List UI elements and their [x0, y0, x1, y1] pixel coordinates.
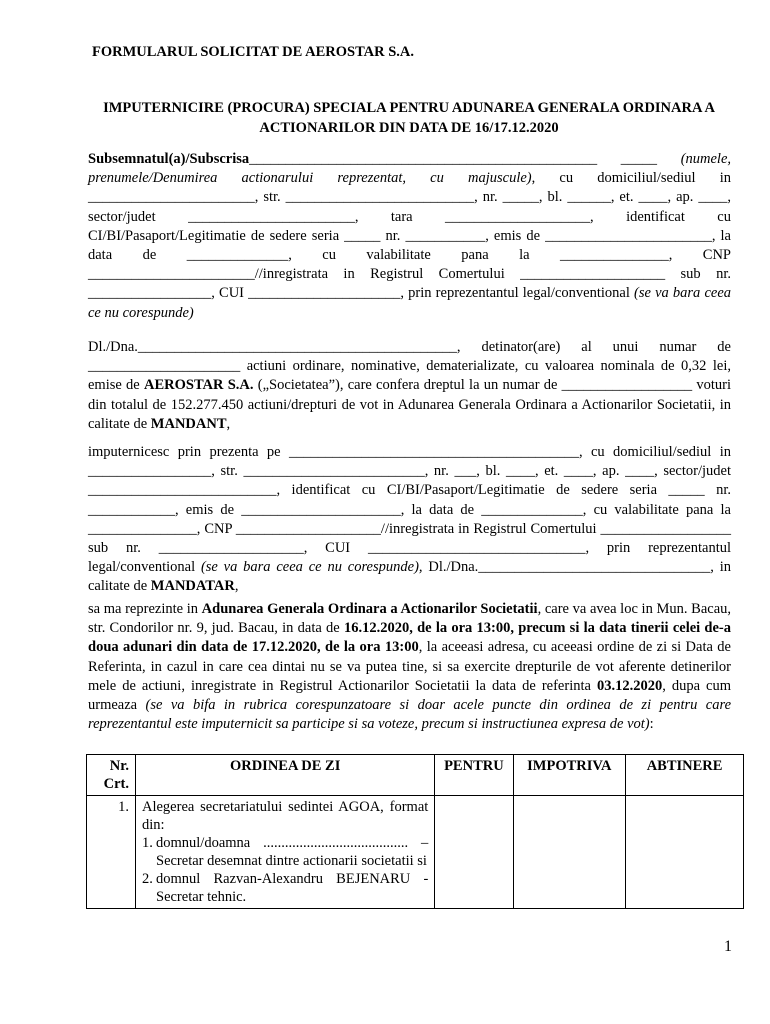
grantor-strike-hint: (se va bara ceea ce nu corespunde) [88, 285, 732, 321]
grantor-name-hint: (numele, prenumele/Denumirea actionarului reprezentat, cu majuscule) [88, 151, 732, 187]
header-agenda: ORDINEA DE ZI [136, 755, 435, 796]
attorney-representative: Dl./Dna.________________________________, in calitate de [88, 559, 732, 595]
grantor-paragraph [88, 150, 731, 323]
grantor-details: , cu domiciliul/sediul in _______________________, str. __________________________, nr. _____, bl. ______, et. ____, ap. ____, sector/judet _______________________, tara ____________________, identificat cu CI/BI/Pasaport/Legitimatie de sedere seria _____ nr. ___________, emis de _______________________, la data de ______________, cu valabilitate pana la _______________, CNP _______________________//inregistrata in Registrul Comertului ____________________ sub nr. _________________, CUI _____________________, prin reprezentantul legal/conventional [88, 170, 731, 302]
subitem-text: domnul/doamna ........................................ – Secretar desemnat dintre actionarii societatii si [156, 835, 429, 869]
mandate-text-2: , care va avea loc in Mun. Bacau, str. Condorilor nr. 9, jud. Bacau, in data de [88, 601, 732, 637]
header-against: IMPOTRIVA [513, 755, 626, 796]
holder-paragraph [88, 338, 731, 434]
vote-abstain-cell[interactable] [626, 796, 744, 909]
attorney-strike-hint: (se va bara ceea ce nu corespunde), [200, 559, 423, 576]
attorney-paragraph [88, 443, 731, 597]
header-abstain: ABTINERE [626, 755, 744, 796]
voting-instruction-hint: (se va bifa in rubrica corespunzatoare si doar acele puncte din ordinea de zi pentru care reprezentantul este imputernicit sa participe si sa voteze, precum si instructiunea expresa de vot) [88, 697, 732, 733]
mandate-end-punct: : [649, 716, 654, 733]
title-line-2: ACTIONARILOR DIN DATA DE 16/17.12.2020 [259, 120, 559, 136]
vote-against-cell[interactable] [513, 796, 626, 909]
agenda-header-row [87, 755, 744, 796]
subitem-number: 2. [142, 871, 153, 887]
header-for: PENTRU [435, 755, 513, 796]
mandant-role: MANDANT [150, 415, 227, 432]
header-nr: Nr. Crt. [87, 755, 136, 796]
subitem-text: domnul Razvan-Alexandru BEJENARU - Secretar tehnic. [156, 871, 429, 905]
row-number: 1. [87, 796, 136, 909]
holder-voting-text: („Societatea”), care confera dreptul la un numar de __________________ voturi din totalul de 152.277.450 actiuni/drepturi de vot in Adunarea Generala Ordinara a Actionarilor Societatii, in calitate de [88, 377, 732, 432]
mandate-text-4: , dupa cum urmeaza [88, 677, 732, 714]
grantor-name-blank-cont: _____ [620, 151, 658, 167]
mandate-text-3: , la aceeasi adresa, cu aceeasi ordine de zi si Data de Referinta, in cazul in care cea dintai nu se va putea tine, si sa exercite drepturile de vot aferente detinerilor mele de actiuni, inregistrate in Registrul Actionarilor Societatii la data de referinta [88, 639, 731, 694]
table-row [87, 796, 744, 909]
mandatar-role: MANDATAR [150, 578, 235, 595]
agenda-item [136, 796, 435, 909]
holder-details: Dl./Dna.____________________________________________, detinator(are) al unui numar de _____________________ actiuni ordinare, nominative, dematerializate, cu valoarea nominala de 0,32 lei, emise de [88, 339, 731, 394]
company-name: AEROSTAR S.A. [143, 377, 254, 394]
attorney-details: imputernicesc prin prezenta pe ________________________________________, cu domiciliul/sediul in _________________, str. _________________________, nr. ___, bl. ____, et. ____, ap. ____, sector/judet __________________________, identificat cu CI/BI/Pasaport/Legitimatie de sedere seria _____ nr. ____________, emis de ______________________, la data de ______________, cu valabilitate pana la _______________, CNP ____________________//inregistrata in Registrul Comertului __________________ sub nr. ____________________, CUI ______________________________, prin reprezentantul legal/conventional [88, 444, 731, 576]
agenda-item-text: Alegerea secretariatului sedintei AGOA, format din: [142, 799, 429, 833]
holder-end-punct: , [226, 415, 231, 432]
meeting-dates: 16.12.2020, de la ora 13:00, precum si la data tinerii celei de-a doua adunari din data de 17.12.2020, de la ora 13:00 [88, 620, 731, 656]
agenda-subitem [142, 870, 428, 906]
form-header: FORMULARUL SOLICITAT DE AEROSTAR S.A. [92, 44, 415, 60]
grantor-name-blank: ________________________________________________ [249, 151, 598, 167]
agenda-table [86, 754, 744, 909]
mandate-text-1: sa ma reprezinte in [88, 601, 198, 617]
mandate-paragraph [88, 600, 731, 734]
meeting-name: Adunarea Generala Ordinara a Actionarilor Societatii [201, 601, 538, 617]
attorney-end-punct: , [234, 578, 239, 595]
grantor-label: Subsemnatul(a)/Subscrisa [88, 151, 250, 167]
page-number: 1 [724, 938, 732, 955]
vote-for-cell[interactable] [435, 796, 513, 909]
reference-date: 03.12.2020 [596, 677, 663, 694]
agenda-subitem [142, 834, 428, 870]
document-title [86, 98, 732, 138]
subitem-number: 1. [142, 835, 153, 851]
title-line-1: IMPUTERNICIRE (PROCURA) SPECIALA PENTRU ADUNAREA GENERALA ORDINARA A [103, 100, 715, 116]
